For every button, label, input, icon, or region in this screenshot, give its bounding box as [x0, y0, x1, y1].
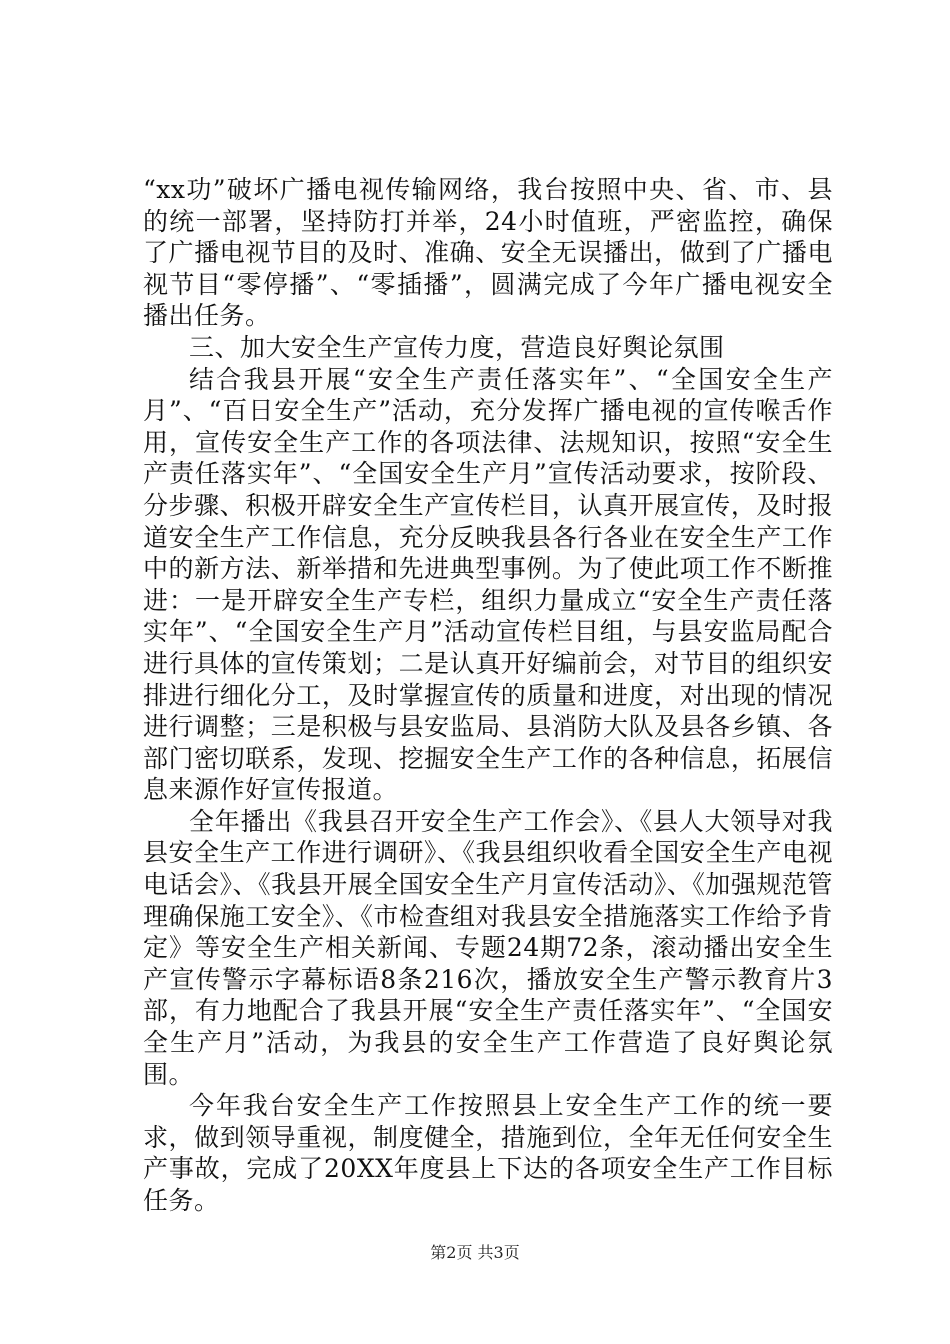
document-body	[143, 174, 833, 1217]
section-heading: 三、加大安全生产宣传力度，营造良好舆论氛围	[189, 332, 725, 362]
page-number-label: 第2页 共3页	[430, 1243, 520, 1262]
paragraph-publicity: 结合我县开展“安全生产责任落实年”、“全国安全生产月”、“百日安全生产”活动，充分发挥广播电视的宣传喉舌作用，宣传安全生产工作的各项法律、法规知识，按照“安全生产责任落实年”、“全国安全生产月”宣传活动要求，按阶段、分步骤、积极开辟安全生产宣传栏目，认真开展宣传，及时报道安全生产工作信息，充分反映我县各行各业在安全生产工作中的新方法、新举措和先进典型事例。为了使此项工作不断推进：一是开辟安全生产专栏，组织力量成立“安全生产责任落实年”、“全国安全生产月”活动宣传栏目组，与县安监局配合进行具体的宣传策划；二是认真开好编前会，对节目的组织安排进行细化分工，及时掌握宣传的质量和进度，对出现的情况进行调整；三是积极与县安监局、县消防大队及县各乡镇、各部门密切联系，发现、挖掘安全生产工作的各种信息，拓展信息来源作好宣传报道。	[143, 364, 833, 805]
paragraph-continuation: “xx功”破坏广播电视传输网络，我台按照中央、省、市、县的统一部署，坚持防打并举，24小时值班，严密监控，确保了广播电视节目的及时、准确、安全无误播出，做到了广播电视节目“零停播”、“零插播”，圆满完成了今年广播电视安全播出任务。	[143, 175, 833, 331]
page-footer	[0, 1240, 950, 1263]
paragraph-summary: 今年我台安全生产工作按照县上安全生产工作的统一要求，做到领导重视，制度健全，措施到位，全年无任何安全生产事故，完成了20XX年度县上下达的各项安全生产工作目标任务。	[143, 1091, 833, 1215]
paragraph-broadcast-stats: 全年播出《我县召开安全生产工作会》、《县人大领导对我县安全生产工作进行调研》、《我县组织收看全国安全生产电视电话会》、《我县开展全国安全生产月宣传活动》、《加强规范管理确保施工安全》、《市检查组对我县安全措施落实工作给予肯定》等安全生产相关新闻、专题24期72条，滚动播出安全生产宣传警示字幕标语8条216次，播放安全生产警示教育片3部，有力地配合了我县开展“安全生产责任落实年”、“全国安全生产月”活动，为我县的安全生产工作营造了良好舆论氛围。	[143, 806, 833, 1089]
